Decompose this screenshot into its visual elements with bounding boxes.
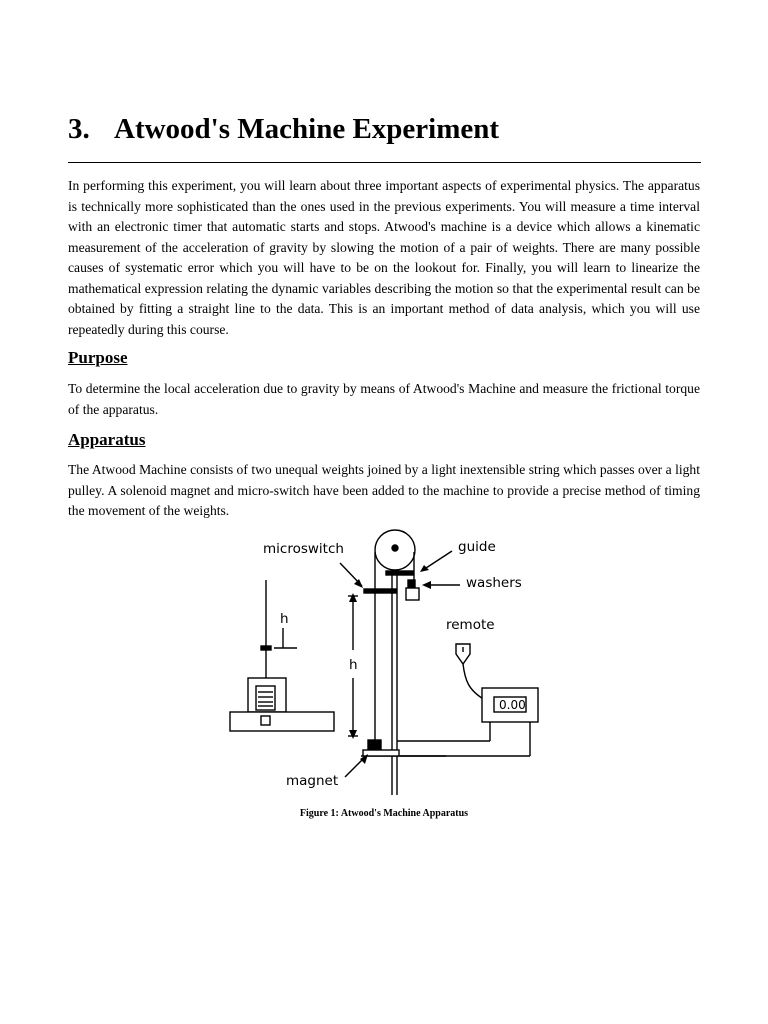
microswitch-bracket [364, 589, 396, 593]
inset-diagram [230, 580, 334, 731]
magnet-assembly [363, 740, 399, 756]
title-number: 3. [68, 113, 90, 145]
apparatus-heading: Apparatus [68, 430, 146, 449]
purpose-heading: Purpose [68, 348, 128, 367]
washers-label: washers [466, 575, 522, 591]
remote-control [456, 644, 470, 664]
guide-arrowhead [420, 565, 429, 572]
pulley [375, 530, 415, 570]
remote-label: remote [446, 617, 495, 633]
inset-h-label: h [280, 611, 289, 627]
magnet-label: magnet [286, 773, 339, 789]
h-top-arrowhead [349, 593, 357, 602]
figure-caption: Figure 1: Atwood's Machine Apparatus [299, 808, 469, 819]
microswitch-arrowhead [354, 579, 363, 588]
washers-arrowhead [422, 581, 431, 589]
h-bottom-arrowhead [349, 730, 357, 739]
title-text: Atwood's Machine Experiment [114, 113, 500, 145]
timer-display-readout: 0.00 [499, 698, 526, 712]
guide-label: guide [458, 539, 496, 555]
main-h-label: h [349, 657, 358, 673]
apparatus-paragraph: The Atwood Machine consists of two unequal weights joined by a light inextensible string which passes over a light pulley. A solenoid magnet and micro-switch have been added to the machine to provide a precise method of timing the movement of the weights. [68, 462, 700, 518]
intro-paragraph: In performing this experiment, you will learn about three important aspects of experimental physics. The apparatus is technically more sophisticated than the ones used in the previous experiments. You will measure a time interval with an electronic timer that automatic starts and stops. Atwood's machine is a device which allows a kinematic measurement of the acceleration of gravity by slowing the motion of a pair of weights. There are many possible causes of systematic error which you will have to be on the lookout for. Finally, you will learn to linearize the mathematical expression relating the dynamic variables describing the motion so that the experimental result can be obtained by fitting a straight line to the data. This is an important method of data analysis, which you will use repeatedly during this course. [68, 178, 700, 337]
purpose-paragraph: To determine the local acceleration due to gravity by means of Atwood's Machine and measure the frictional torque of the apparatus. [68, 381, 700, 417]
microswitch-label: microswitch [263, 541, 344, 557]
